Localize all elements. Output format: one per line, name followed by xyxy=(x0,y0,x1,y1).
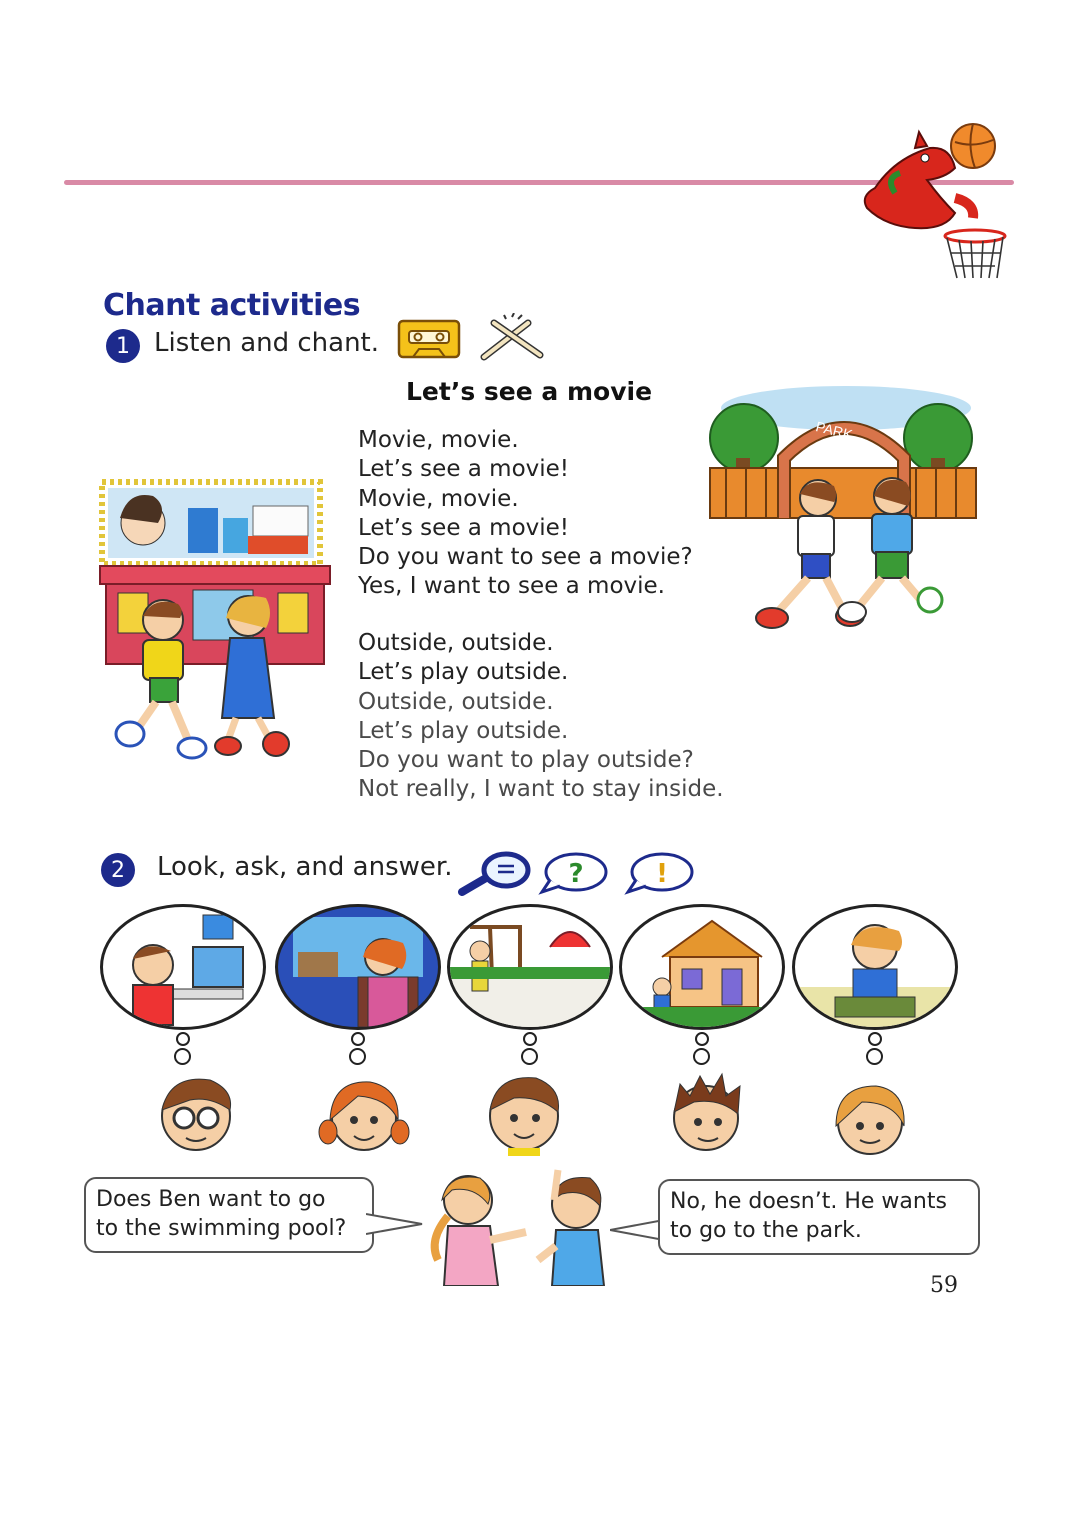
chant-line: Let’s play outside. xyxy=(358,717,569,744)
thought-bubble-home xyxy=(619,904,785,1030)
chant-line: Do you want to play outside? xyxy=(358,747,694,774)
question-bubble-icon xyxy=(538,850,610,896)
child-face-boy-spiky-hair xyxy=(660,1066,752,1156)
dragon-mascot-illustration xyxy=(855,118,1025,288)
thought-dot xyxy=(866,1048,883,1065)
thought-bubble-garden xyxy=(792,904,958,1030)
children-talking-illustration xyxy=(408,1160,618,1286)
thought-dot xyxy=(868,1032,882,1046)
thought-bubble-computer xyxy=(100,904,266,1030)
cinema-illustration xyxy=(98,478,334,778)
drumsticks-icon xyxy=(476,313,546,361)
activity-number-badge: 2 xyxy=(101,853,135,887)
thought-dot xyxy=(349,1048,366,1065)
child-face-girl-red-hair xyxy=(318,1070,410,1156)
chant-line: Outside, outside. xyxy=(358,688,554,715)
thought-dot xyxy=(174,1048,191,1065)
thought-bubble-movie xyxy=(275,904,441,1030)
magnifier-icon xyxy=(456,850,532,898)
chant-verse-2 xyxy=(358,629,724,805)
svg-text:!: ! xyxy=(656,859,668,889)
chant-title: Let’s see a movie xyxy=(406,377,653,406)
child-face-glasses-boy xyxy=(150,1066,242,1156)
cassette-icon xyxy=(397,319,461,359)
thought-dot xyxy=(523,1032,537,1046)
park-illustration xyxy=(706,378,982,636)
chant-line: Let’s play outside. xyxy=(358,659,569,686)
thought-dot xyxy=(351,1032,365,1046)
activity-number-badge: 1 xyxy=(106,329,140,363)
thought-bubble-park xyxy=(447,904,613,1030)
speech-tail xyxy=(610,1216,664,1246)
chant-line: Movie, movie. xyxy=(358,485,519,512)
chant-verse-1 xyxy=(358,426,693,602)
exclamation-bubble-icon xyxy=(624,850,696,896)
chant-line: Let’s see a movie! xyxy=(358,514,570,541)
page-number: 59 xyxy=(930,1273,958,1298)
activity-instruction: Listen and chant. xyxy=(154,328,380,358)
chant-line: Let’s see a movie! xyxy=(358,456,570,483)
child-face-boy-brown-hair xyxy=(478,1066,570,1156)
answer-line: No, he doesn’t. He wants xyxy=(670,1189,947,1214)
section-title: Chant activities xyxy=(103,288,361,323)
thought-dot xyxy=(521,1048,538,1065)
activity-instruction: Look, ask, and answer. xyxy=(157,852,453,882)
chant-line: Not really, I want to stay inside. xyxy=(358,776,724,803)
thought-dot xyxy=(693,1048,710,1065)
answer-speech-bubble xyxy=(658,1179,980,1255)
answer-line: to go to the park. xyxy=(670,1218,862,1243)
park-sign: PARK xyxy=(814,418,855,443)
chant-line: Outside, outside. xyxy=(358,630,554,656)
child-face-girl-blonde xyxy=(822,1074,918,1160)
svg-text:?: ? xyxy=(568,859,584,889)
chant-line: Do you want to see a movie? xyxy=(358,544,693,571)
question-line: to the swimming pool? xyxy=(96,1216,347,1241)
chant-line: Movie, movie. xyxy=(358,427,519,453)
question-speech-bubble xyxy=(84,1177,374,1253)
thought-dot xyxy=(695,1032,709,1046)
question-line: Does Ben want to go xyxy=(96,1187,326,1212)
thought-dot xyxy=(176,1032,190,1046)
chant-line: Yes, I want to see a movie. xyxy=(358,573,665,600)
